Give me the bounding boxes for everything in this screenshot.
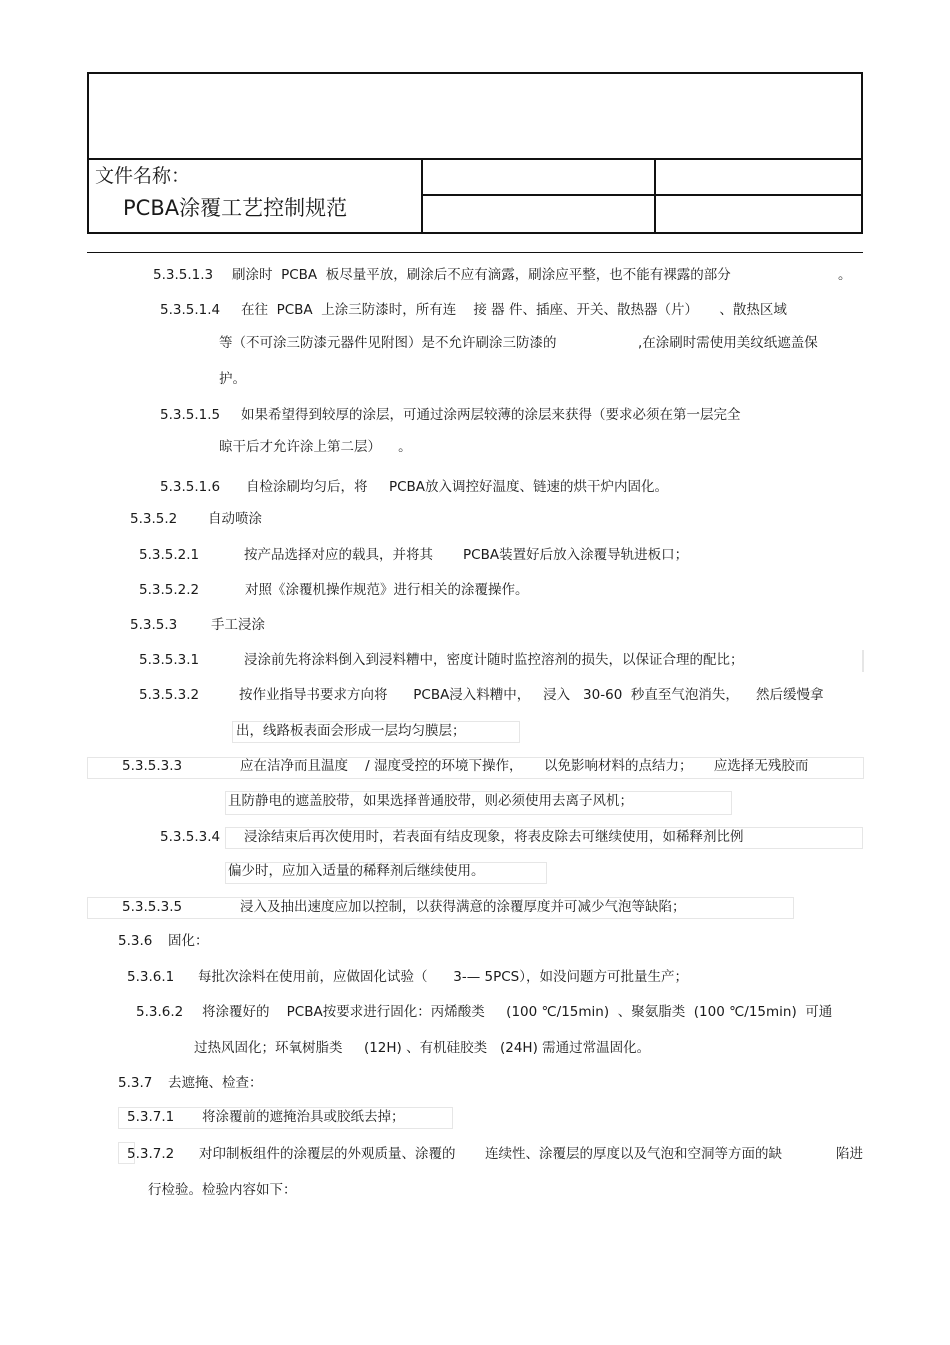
- header-divider: [654, 158, 656, 234]
- header-divider: [421, 194, 863, 196]
- clause-text: 按产品选择对应的载具，并将其 PCBA装置好后放入涂覆导轨进板口；: [244, 547, 689, 563]
- clause-text: 对照《涂覆机操作规范》进行相关的涂覆操作。: [245, 582, 529, 598]
- file-name-label: 文件名称：: [95, 165, 191, 187]
- header-divider: [421, 158, 423, 234]
- clause-text: 应在洁净而且温度 / 湿度受控的环境下操作， 以免影响材料的点结力； 应选择无残胶而: [240, 758, 809, 774]
- header-divider: [87, 158, 863, 160]
- clause-text: 如果希望得到较厚的涂层，可通过涂两层较薄的涂层来获得（要求必须在第一层完全: [241, 407, 741, 423]
- clause-text: 自检涂刷均匀后，将 PCBA放入调控好温度、链速的烘干炉内固化。: [246, 479, 669, 495]
- section-title: 手工浸涂: [211, 617, 265, 633]
- clause-number: 5.3.5.3.4: [160, 829, 221, 845]
- scan-artifact: [862, 650, 864, 672]
- section-number: 5.3.6: [118, 933, 153, 949]
- clause-continuation: 偏少时，应加入适量的稀释剂后继续使用。: [228, 863, 485, 879]
- clause-number: 5.3.5.2.1: [139, 547, 200, 563]
- clause-continuation: 护。: [219, 371, 246, 387]
- clause-text: 浸入及抽出速度应加以控制，以获得满意的涂覆厚度并可减少气泡等缺陷；: [240, 899, 686, 915]
- clause-continuation: 等（不可涂三防漆元器件见附图）是不允许刷涂三防漆的: [219, 335, 557, 351]
- section-number: 5.3.5.2: [130, 511, 178, 527]
- clause-number: 5.3.5.2.2: [139, 582, 200, 598]
- clause-text: 浸涂前先将涂料倒入到浸料糟中，密度计随时监控溶剂的损失，以保证合理的配比；: [244, 652, 744, 668]
- clause-text: 按作业指导书要求方向将 PCBA浸入料糟中， 浸入 30-60 秒直至气泡消失， 然后缓慢拿: [239, 687, 824, 703]
- clause-number: 5.3.5.1.3: [153, 267, 214, 283]
- clause-number: 5.3.5.3.2: [139, 687, 200, 703]
- clause-number: 5.3.5.1.5: [160, 407, 221, 423]
- clause-text-tail: 。: [838, 267, 852, 283]
- clause-continuation: 晾干后才允许涂上第二层） 。: [219, 439, 412, 455]
- clause-number: 5.3.7.2: [127, 1146, 175, 1162]
- clause-continuation: 出，线路板表面会形成一层均匀膜层；: [236, 723, 466, 739]
- clause-number: 5.3.6.1: [127, 969, 175, 985]
- header-separator: [87, 252, 863, 253]
- document-title: PCBA涂覆工艺控制规范: [123, 196, 348, 220]
- clause-number: 5.3.5.3.5: [122, 899, 183, 915]
- clause-number: 5.3.5.3.3: [122, 758, 183, 774]
- section-title: 自动喷涂: [208, 511, 262, 527]
- clause-number: 5.3.5.1.6: [160, 479, 221, 495]
- clause-text: 在往 PCBA 上涂三防漆时，所有连 接 器 件、插座、开关、散热器（片） 、散热区域: [241, 302, 787, 318]
- clause-text: 每批次涂料在使用前，应做固化试验（ 3-— 5PCS），如没问题方可批量生产；: [198, 969, 688, 985]
- clause-number: 5.3.6.2: [136, 1004, 184, 1020]
- section-number: 5.3.7: [118, 1075, 153, 1091]
- clause-text: 对印制板组件的涂覆层的外观质量、涂覆的: [199, 1146, 456, 1162]
- clause-text: 将涂覆前的遮掩治具或胶纸去掉；: [202, 1109, 405, 1125]
- section-title: 去遮掩、检查：: [168, 1075, 263, 1091]
- clause-text-tail: 陷进: [836, 1146, 863, 1162]
- clause-text: 刷涂时 PCBA 板尽量平放，刷涂后不应有滴露，刷涂应平整，也不能有裸露的部分: [232, 267, 731, 283]
- section-number: 5.3.5.3: [130, 617, 178, 633]
- clause-text: 将涂覆好的 PCBA按要求进行固化：丙烯酸类 (100 ℃/15min) 、聚氨脂类 (100 ℃/15min) 可通: [202, 1004, 833, 1020]
- clause-number: 5.3.7.1: [127, 1109, 175, 1125]
- clause-number: 5.3.5.1.4: [160, 302, 221, 318]
- clause-continuation-tail: ,在涂刷时需使用美纹纸遮盖保: [638, 335, 818, 351]
- section-title: 固化：: [168, 933, 209, 949]
- clause-continuation: 过热风固化；环氧树脂类 (12H) 、有机硅胶类 (24H) 需通过常温固化。: [194, 1040, 651, 1056]
- clause-text: 浸涂结束后再次使用时，若表面有结皮现象，将表皮除去可继续使用，如稀释剂比例: [244, 829, 744, 845]
- clause-text-middle: 连续性、涂覆层的厚度以及气泡和空洞等方面的缺: [485, 1146, 782, 1162]
- clause-continuation: 行检验。检验内容如下：: [148, 1182, 297, 1198]
- clause-continuation: 且防静电的遮盖胶带，如果选择普通胶带，则必须使用去离子风机；: [228, 793, 633, 809]
- clause-number: 5.3.5.3.1: [139, 652, 200, 668]
